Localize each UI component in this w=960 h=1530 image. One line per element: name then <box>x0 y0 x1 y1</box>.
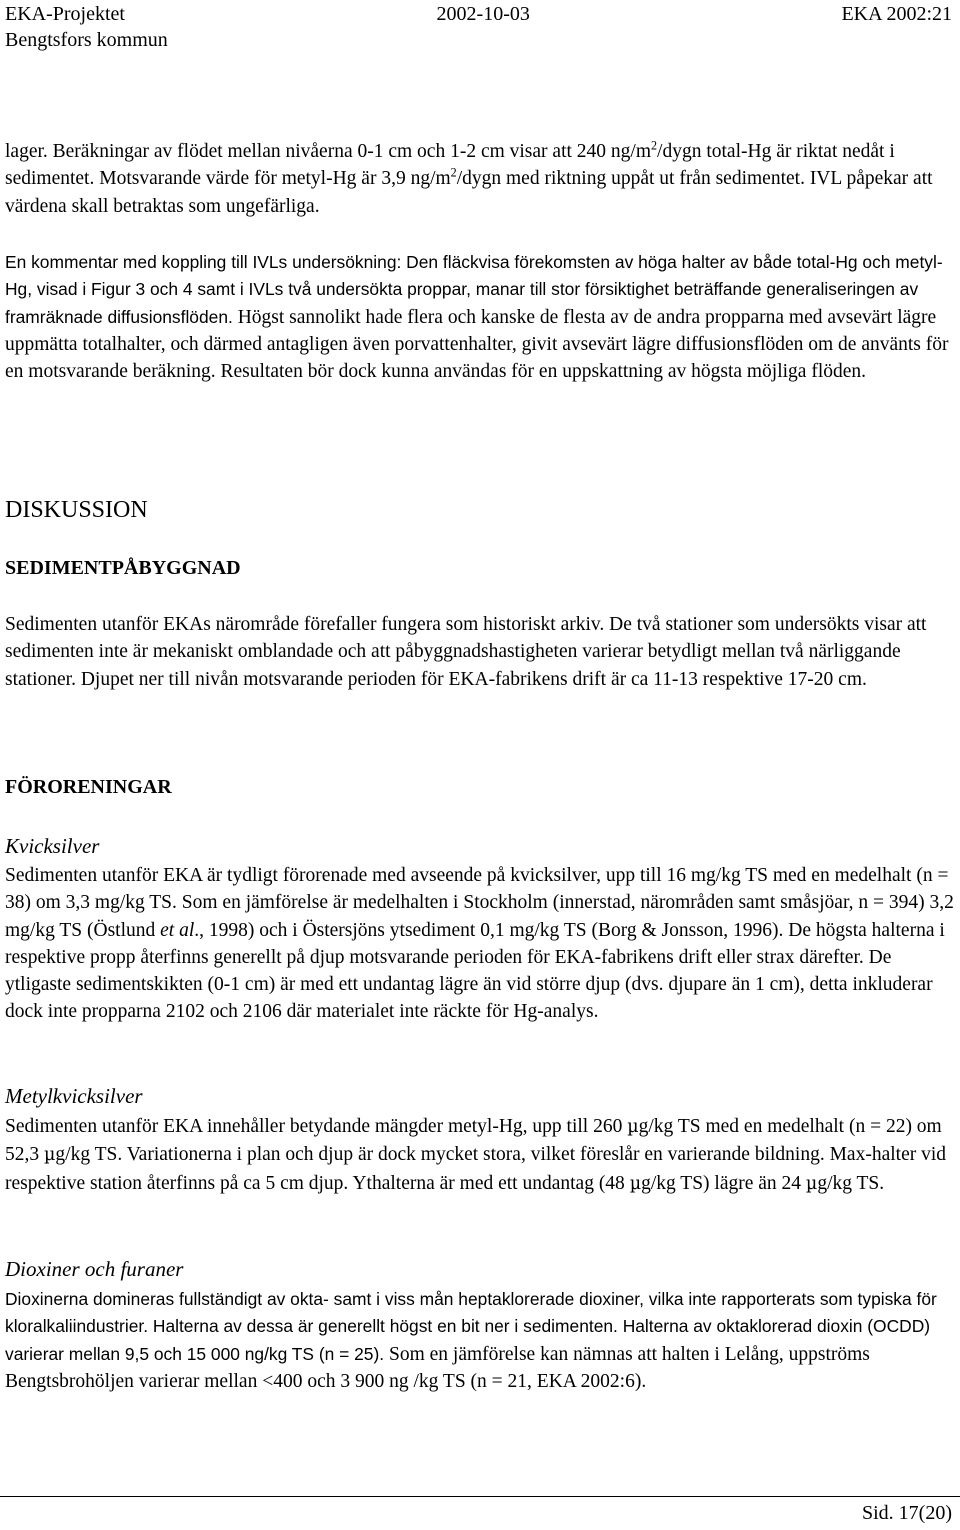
heading-kvicksilver: Kvicksilver <box>5 834 100 858</box>
paragraph-dioxiner: Dioxinerna domineras fullständigt av okta- samt i viss mån heptaklorerade dioxiner, vilka inte rapporterats som typiska för kloralkaliindustrier. Halterna av dessa är generellt högst en bit ner i sedimenten. Halterna av oktaklorerad dioxin (OCDD) varierar mellan 9,5 och 15 000 ng/kg TS (n = 25). Som en jämförelse kan nämnas att halten i Lelång, uppströms Bengtsbrohöljen varierar mellan <400 och 3 900 ng /kg TS (n = 21, EKA 2002:6). <box>5 1289 937 1392</box>
paragraph-ivl-comment: En kommentar med koppling till IVLs undersökning: Den fläckvisa förekomsten av höga halter av både total-Hg och metyl-Hg, visad i Figur 3 och 4 samt i IVLs två undersökta proppar, manar till stor försiktighet beträffande generaliseringen av framräknade diffusionsflöden. Högst sannolikt hade flera och kanske de flesta av de andra propparna med avsevärt lägre uppmätta totalhalter, och därmed antagligen även porvattenhalter, givit avsevärt lägre diffusionsflöden om de använts för en motsvarande beräkning. Resultaten bör dock kunna användas för en uppskattning av högsta möjliga flöden. <box>5 252 949 383</box>
paragraph-metylkvicksilver: Sedimenten utanför EKA innehåller betydande mängder metyl-Hg, upp till 260 µg/kg TS med en medelhalt (n = 22) om 52,3 µg/kg TS. Variationerna i plan och djup är dock mycket stora, vilket föreslår en varierande bildning. Max-halter vid respektive station återfinns på ca 5 cm djup. Ythalterna är med ett undantag (48 µg/kg TS) lägre än 24 µg/kg TS. <box>5 1116 947 1194</box>
footer-divider <box>0 1496 960 1497</box>
heading-metylkvicksilver: Metylkvicksilver <box>5 1084 143 1108</box>
paragraph-flux: lager. Beräkningar av flödet mellan nivåerna 0-1 cm och 1-2 cm visar att 240 $ng/m^2$/dygn total-Hg är riktat nedåt i sedimentet. Motsvarande värde för metyl-Hg är 3,9 $ng/m^2$/dygn med riktning uppåt ut från sedimentet. IVL påpekar att värdena skall betraktas som ungefärliga. <box>5 138 933 217</box>
heading-dioxiner-och-furaner: Dioxiner och furaner <box>5 1257 184 1281</box>
paragraph-sedimentpabyggnad: Sedimenten utanför EKAs närområde förefaller fungera som historiskt arkiv. De två stationer som undersökts visar att sedimenten inte är mekaniskt omblandade och att påbyggnadshastigheten varierar betydligt mellan två närliggande stationer. Djupet ner till nivån motsvarande perioden för EKA-fabrikens drift är ca 11-13 respektive 17-20 cm. <box>5 614 927 690</box>
heading-diskussion: DISKUSSION <box>5 497 148 523</box>
header-org: Bengtsfors kommun <box>5 29 168 51</box>
page-header <box>5 2 952 26</box>
header-project: EKA-Projektet <box>5 3 125 25</box>
heading-fororeningar: FÖRORENINGAR <box>5 776 172 798</box>
page-number: Sid. 17(20) <box>862 1502 952 1524</box>
header-date: 2002-10-03 <box>436 3 530 25</box>
heading-sedimentpabyggnad: SEDIMENTPÅBYGGNAD <box>5 557 241 579</box>
paragraph-kvicksilver: Sedimenten utanför EKA är tydligt förorenade med avseende på kvicksilver, upp till 16 mg/kg TS med en medelhalt (n = 38) om 3,3 mg/kg TS. Som en jämförelse är medelhalten i Stockholm (innerstad, närområden samt småsjöar, n = 394) 3,2 mg/kg TS (Östlund et al., 1998) och i Östersjöns ytsediment 0,1 mg/kg TS (Borg & Jonsson, 1996). De högsta halterna i respektive propp återfinns generellt på djup motsvarande perioden för EKA-fabrikens drift eller strax därefter. De ytligaste sedimentskikten (0-1 cm) är med ett undantag lägre än vid större djup (dvs. djupare än 1 cm), detta inkluderar dock inte propparna 2102 och 2106 där materialet inte räckte för Hg-analys. <box>5 865 954 1023</box>
header-ref: EKA 2002:21 <box>841 3 952 25</box>
page-header-org <box>5 28 952 52</box>
